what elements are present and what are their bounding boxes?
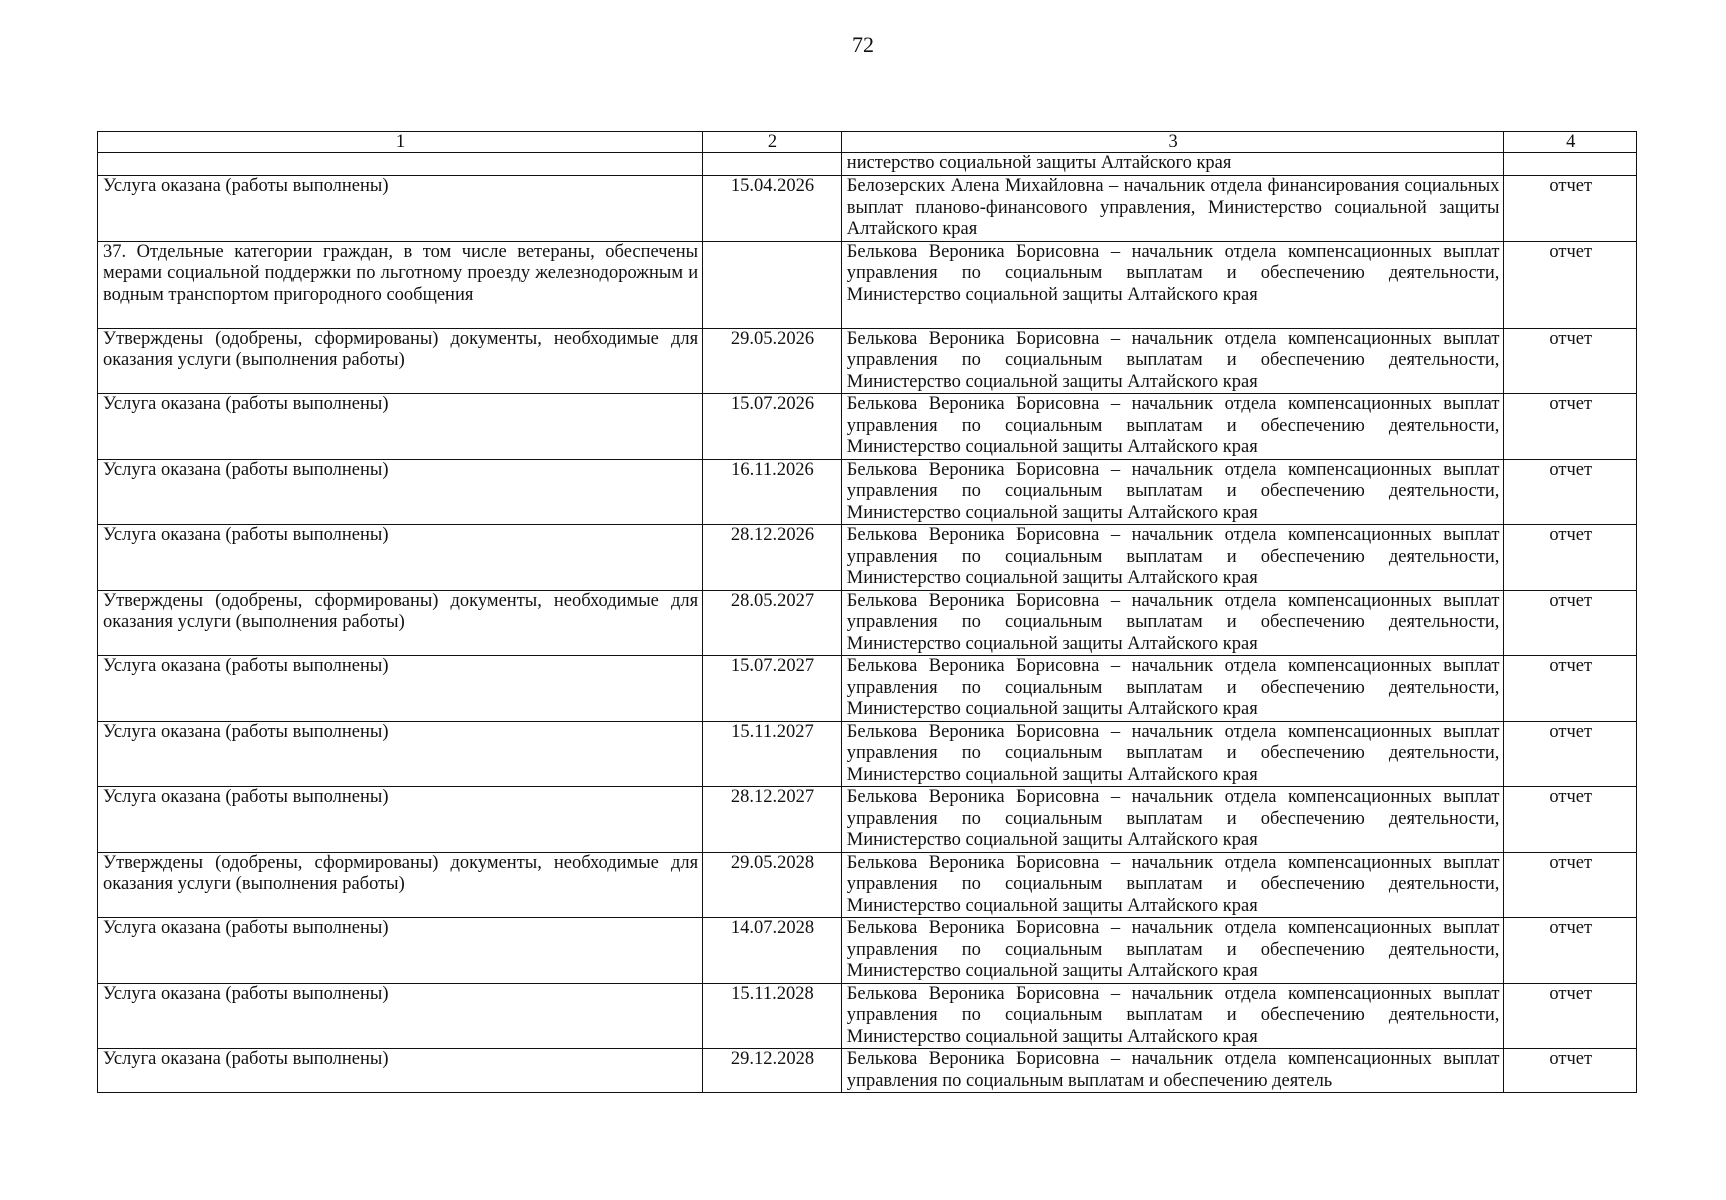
date-cell: 28.12.2027 [703, 787, 842, 853]
date-cell: 15.07.2026 [703, 394, 842, 460]
date-cell [703, 153, 842, 176]
table-row [98, 983, 1637, 1049]
document-type-cell: отчет [1504, 176, 1637, 242]
column-header-2: 2 [703, 132, 842, 153]
table-row [98, 787, 1637, 853]
date-cell: 29.12.2028 [703, 1049, 842, 1093]
responsible-cell: нистерство социальной защиты Алтайского края [841, 153, 1504, 176]
responsible-cell: Белькова Вероника Борисовна – начальник отдела компенсационных выплат управления по социальным выплатам и обеспечению деятельности, Министерство социальной защиты Алтайского края [841, 983, 1504, 1049]
responsible-cell: Белькова Вероника Борисовна – начальник отдела компенсационных выплат управления по социальным выплатам и обеспечению деятельности, Министерство социальной защиты Алтайского края [841, 787, 1504, 853]
responsible-cell: Белькова Вероника Борисовна – начальник отдела компенсационных выплат управления по социальным выплатам и обеспечению деятельности, Министерство социальной защиты Алтайского края [841, 525, 1504, 591]
table-row [98, 394, 1637, 460]
date-cell: 29.05.2026 [703, 328, 842, 394]
responsible-cell: Белькова Вероника Борисовна – начальник отдела компенсационных выплат управления по социальным выплатам и обеспечению деятельности, Министерство социальной защиты Алтайского края [841, 459, 1504, 525]
column-header-1: 1 [98, 132, 703, 153]
responsible-cell: Белькова Вероника Борисовна – начальник отдела компенсационных выплат управления по социальным выплатам и обеспечению деятельности, Министерство социальной защиты Алтайского края [841, 590, 1504, 656]
date-cell: 28.05.2027 [703, 590, 842, 656]
date-cell: 29.05.2028 [703, 852, 842, 918]
document-type-cell: отчет [1504, 241, 1637, 328]
document-type-cell [1504, 153, 1637, 176]
event-cell: Утверждены (одобрены, сформированы) документы, необходимые для оказания услуги (выполнения работы) [98, 852, 703, 918]
table-row [98, 525, 1637, 591]
event-cell: Услуга оказана (работы выполнены) [98, 176, 703, 242]
table-row [98, 328, 1637, 394]
event-cell: Услуга оказана (работы выполнены) [98, 721, 703, 787]
responsible-cell: Белькова Вероника Борисовна – начальник отдела компенсационных выплат управления по социальным выплатам и обеспечению деятельности, Министерство социальной защиты Алтайского края [841, 918, 1504, 984]
responsible-cell: Белькова Вероника Борисовна – начальник отдела компенсационных выплат управления по социальным выплатам и обеспечению деятельности, Министерство социальной защиты Алтайского края [841, 394, 1504, 460]
document-type-cell: отчет [1504, 1049, 1637, 1093]
table-row [98, 241, 1637, 328]
document-type-cell: отчет [1504, 787, 1637, 853]
date-cell: 15.04.2026 [703, 176, 842, 242]
page-number: 72 [852, 32, 874, 57]
document-type-cell: отчет [1504, 525, 1637, 591]
header-row [98, 132, 1637, 153]
date-cell: 16.11.2026 [703, 459, 842, 525]
event-cell: 37. Отдельные категории граждан, в том числе ветераны, обеспечены мерами социальной поддержки по льготному проезду железнодорожным и водным транспортом пригородного сообщения [98, 241, 703, 328]
schedule-table [97, 131, 1637, 1093]
column-header-4: 4 [1504, 132, 1637, 153]
event-cell: Утверждены (одобрены, сформированы) документы, необходимые для оказания услуги (выполнения работы) [98, 328, 703, 394]
table-row [98, 918, 1637, 984]
document-type-cell: отчет [1504, 983, 1637, 1049]
responsible-cell: Белькова Вероника Борисовна – начальник отдела компенсационных выплат управления по социальным выплатам и обеспечению деятель [841, 1049, 1504, 1093]
event-cell: Утверждены (одобрены, сформированы) документы, необходимые для оказания услуги (выполнения работы) [98, 590, 703, 656]
table-row [98, 1049, 1637, 1093]
responsible-cell: Белькова Вероника Борисовна – начальник отдела компенсационных выплат управления по социальным выплатам и обеспечению деятельности, Министерство социальной защиты Алтайского края [841, 328, 1504, 394]
date-cell: 15.11.2028 [703, 983, 842, 1049]
responsible-cell: Белькова Вероника Борисовна – начальник отдела компенсационных выплат управления по социальным выплатам и обеспечению деятельности, Министерство социальной защиты Алтайского края [841, 721, 1504, 787]
table-row [98, 656, 1637, 722]
responsible-cell: Белькова Вероника Борисовна – начальник отдела компенсационных выплат управления по социальным выплатам и обеспечению деятельности, Министерство социальной защиты Алтайского края [841, 852, 1504, 918]
event-cell: Услуга оказана (работы выполнены) [98, 918, 703, 984]
document-type-cell: отчет [1504, 852, 1637, 918]
table-row [98, 721, 1637, 787]
event-cell: Услуга оказана (работы выполнены) [98, 983, 703, 1049]
column-header-3: 3 [841, 132, 1504, 153]
document-type-cell: отчет [1504, 328, 1637, 394]
event-cell: Услуга оказана (работы выполнены) [98, 1049, 703, 1093]
document-type-cell: отчет [1504, 590, 1637, 656]
document-type-cell: отчет [1504, 394, 1637, 460]
document-type-cell: отчет [1504, 721, 1637, 787]
table-row [98, 459, 1637, 525]
event-cell: Услуга оказана (работы выполнены) [98, 525, 703, 591]
date-cell: 15.11.2027 [703, 721, 842, 787]
table-row [98, 590, 1637, 656]
date-cell: 28.12.2026 [703, 525, 842, 591]
event-cell: Услуга оказана (работы выполнены) [98, 394, 703, 460]
responsible-cell: Белькова Вероника Борисовна – начальник отдела компенсационных выплат управления по социальным выплатам и обеспечению деятельности, Министерство социальной защиты Алтайского края [841, 656, 1504, 722]
responsible-cell: Белькова Вероника Борисовна – начальник отдела компенсационных выплат управления по социальным выплатам и обеспечению деятельности, Министерство социальной защиты Алтайского края [841, 241, 1504, 328]
document-type-cell: отчет [1504, 656, 1637, 722]
event-cell: Услуга оказана (работы выполнены) [98, 459, 703, 525]
table-row [98, 852, 1637, 918]
date-cell: 15.07.2027 [703, 656, 842, 722]
date-cell [703, 241, 842, 328]
event-cell [98, 153, 703, 176]
table-row [98, 153, 1637, 176]
responsible-cell: Белозерских Алена Михайловна – начальник отдела финансирования социальных выплат планово-финансового управления, Министерство социальной защиты Алтайского края [841, 176, 1504, 242]
event-cell: Услуга оказана (работы выполнены) [98, 656, 703, 722]
document-type-cell: отчет [1504, 918, 1637, 984]
document-type-cell: отчет [1504, 459, 1637, 525]
date-cell: 14.07.2028 [703, 918, 842, 984]
event-cell: Услуга оказана (работы выполнены) [98, 787, 703, 853]
table-row [98, 176, 1637, 242]
